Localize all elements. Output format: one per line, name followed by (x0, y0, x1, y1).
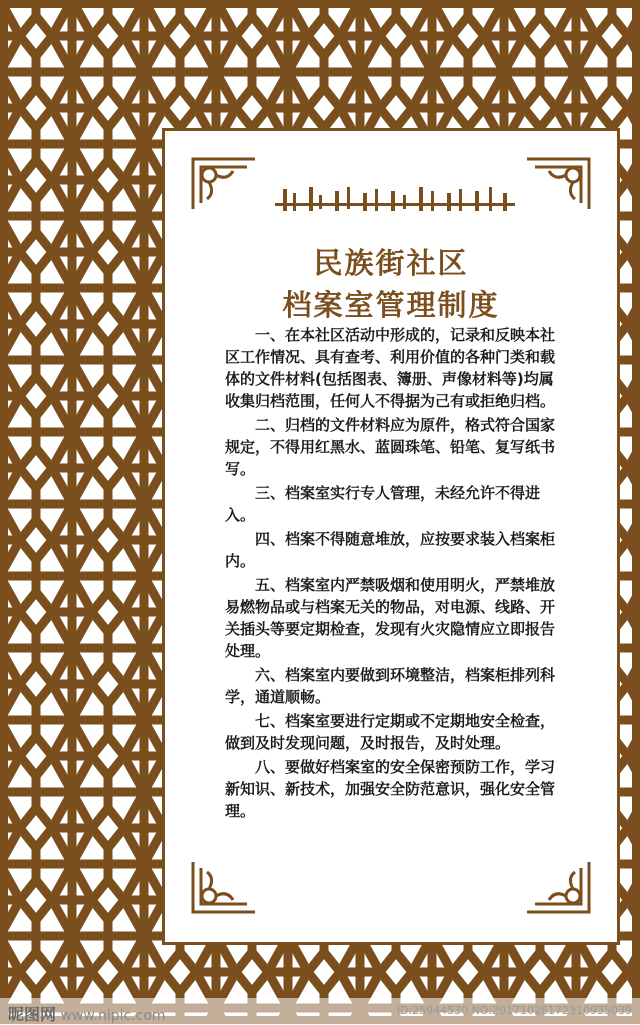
rule-paragraph: 三、档案室实行专人管理，未经允许不得进入。 (225, 484, 541, 524)
rule-paragraph: 二、归档的文件材料应为原件，格式符合国家规定，不得用红黑水、蓝圆珠笔、铅笔、复写纸书写。 (225, 416, 556, 478)
corner-ornament-icon (521, 153, 593, 213)
corner-ornament-icon (189, 153, 261, 213)
rules-panel (162, 128, 620, 945)
mongolian-script-heading-icon (275, 185, 515, 215)
rule-paragraph: 四、档案不得随意堆放，应按要求装入档案柜内。 (225, 530, 556, 570)
watermark-url: www.nipic.com (60, 1008, 166, 1024)
corner-ornament-icon (189, 858, 261, 918)
rule-paragraph: 七、档案室要进行定期或不定期地安全检查，做到及时发现问题，及时报告，及时处理。 (225, 712, 556, 752)
rule-paragraph: 五、档案室内严禁吸烟和使用明火，严禁堆放易燃物品或与档案无关的物品，对电源、线路、开关插头等要定期检查，发现有火灾隐情应立即报告处理。 (225, 576, 556, 660)
watermark-logo: 昵图网 (8, 1005, 57, 1024)
title-line-2: 档案室管理制度 (282, 288, 500, 322)
rule-paragraph: 八、要做好档案室的安全保密预防工作，学习新知识、新技术，加强安全防范意识，强化安全管理。 (225, 758, 556, 820)
watermark-id: ID:25944530 NO:20171026172310935039 (396, 1004, 632, 1017)
watermark-bar (0, 998, 640, 1024)
rule-paragraph: 六、档案室内要做到环境整洁，档案柜排列科学，通道顺畅。 (225, 666, 556, 706)
rule-paragraph: 一、在本社区活动中形成的，记录和反映本社区工作情况、具有查考、利用价值的各种门类和载体的文件材料(包括图表、簿册、声像材料等)均属收集归档范围，任何人不得据为己有或拒绝归档。 (225, 326, 556, 410)
title-line-1: 民族街社区 (313, 246, 469, 280)
corner-ornament-icon (521, 858, 593, 918)
rules-body (225, 324, 565, 824)
watermark-site (8, 1002, 166, 1025)
